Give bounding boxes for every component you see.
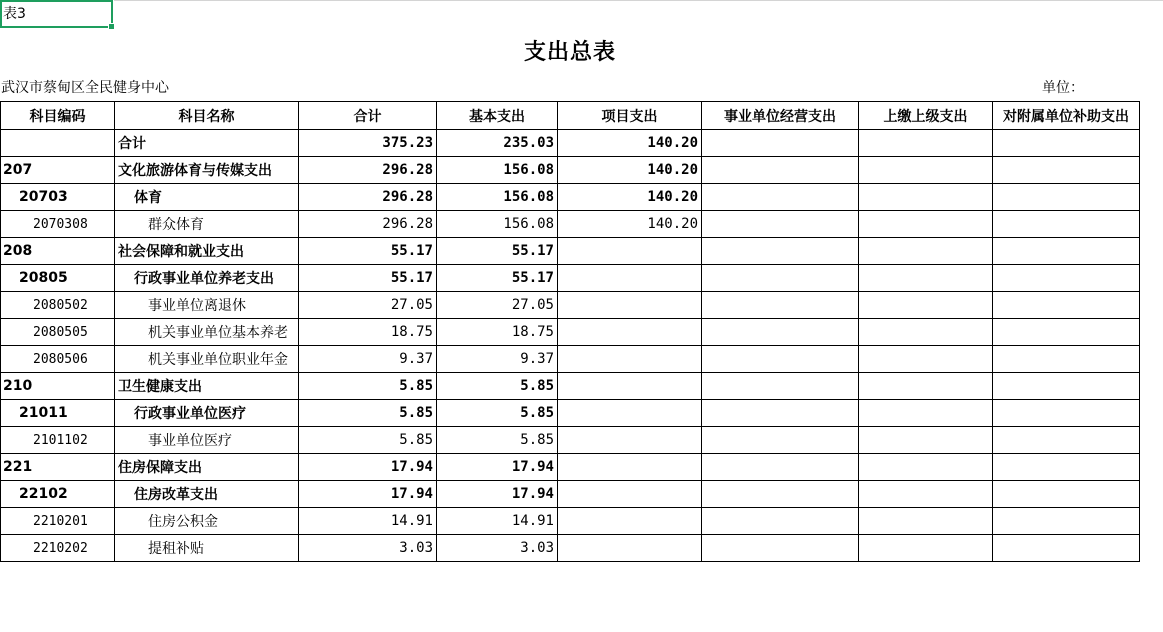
total-cell[interactable]: 27.05 [299,292,437,319]
total-cell[interactable]: 55.17 [299,265,437,292]
subsidy-expenditure-cell[interactable] [993,157,1140,184]
subject-name-cell[interactable]: 住房公积金 [115,508,299,535]
table-row [1,265,1140,292]
header-subject-name[interactable]: 科目名称 [115,102,299,130]
upper-level-expenditure-cell[interactable] [859,184,993,211]
total-cell[interactable]: 375.23 [299,130,437,157]
table-row [1,292,1140,319]
subsidy-expenditure-cell[interactable] [993,211,1140,238]
table-row [1,508,1140,535]
subject-name-cell[interactable]: 住房保障支出 [115,454,299,481]
sheet-top-gridline [114,0,1163,1]
organization-name: 武汉市蔡甸区全民健身中心 [1,80,169,96]
subject-code-cell[interactable]: 2080505 [1,319,115,346]
project-expenditure-cell[interactable] [558,292,702,319]
project-expenditure-cell[interactable]: 140.20 [558,211,702,238]
operating-expenditure-cell[interactable] [702,373,859,400]
basic-expenditure-cell[interactable]: 3.03 [437,535,558,562]
operating-expenditure-cell[interactable] [702,319,859,346]
project-expenditure-cell[interactable] [558,238,702,265]
total-cell[interactable]: 9.37 [299,346,437,373]
subject-name-cell[interactable]: 事业单位医疗 [115,427,299,454]
total-cell[interactable]: 5.85 [299,373,437,400]
subject-code-cell[interactable] [1,130,115,157]
upper-level-expenditure-cell[interactable] [859,427,993,454]
operating-expenditure-cell[interactable] [702,292,859,319]
basic-expenditure-cell[interactable]: 235.03 [437,130,558,157]
upper-level-expenditure-cell[interactable] [859,454,993,481]
report-title: 支出总表 [523,39,616,65]
basic-expenditure-cell[interactable]: 55.17 [437,238,558,265]
project-expenditure-cell[interactable]: 140.20 [558,130,702,157]
project-expenditure-cell[interactable] [558,319,702,346]
basic-expenditure-cell[interactable]: 18.75 [437,319,558,346]
table-row [1,319,1140,346]
subject-name-cell[interactable]: 群众体育 [115,211,299,238]
basic-expenditure-cell[interactable]: 5.85 [437,400,558,427]
operating-expenditure-cell[interactable] [702,535,859,562]
subject-name-cell[interactable]: 行政事业单位养老支出 [115,265,299,292]
active-cell-a1[interactable] [0,0,113,28]
table-row [1,346,1140,373]
upper-level-expenditure-cell[interactable] [859,508,993,535]
table-row [1,238,1140,265]
project-expenditure-cell[interactable]: 140.20 [558,157,702,184]
project-expenditure-cell[interactable] [558,265,702,292]
upper-level-expenditure-cell[interactable] [859,346,993,373]
basic-expenditure-cell[interactable]: 17.94 [437,454,558,481]
operating-expenditure-cell[interactable] [702,508,859,535]
basic-expenditure-cell[interactable]: 9.37 [437,346,558,373]
total-cell[interactable]: 296.28 [299,184,437,211]
upper-level-expenditure-cell[interactable] [859,157,993,184]
operating-expenditure-cell[interactable] [702,400,859,427]
table-row [1,157,1140,184]
basic-expenditure-cell[interactable]: 55.17 [437,265,558,292]
header-project-expenditure[interactable]: 项目支出 [558,102,702,130]
upper-level-expenditure-cell[interactable] [859,130,993,157]
subject-code-cell[interactable]: 210 [1,373,115,400]
subsidy-expenditure-cell[interactable] [993,265,1140,292]
table-row [1,373,1140,400]
project-expenditure-cell[interactable] [558,481,702,508]
subsidy-expenditure-cell[interactable] [993,292,1140,319]
table-row [1,130,1140,157]
upper-level-expenditure-cell[interactable] [859,319,993,346]
subject-name-cell[interactable]: 社会保障和就业支出 [115,238,299,265]
operating-expenditure-cell[interactable] [702,184,859,211]
operating-expenditure-cell[interactable] [702,211,859,238]
upper-level-expenditure-cell[interactable] [859,481,993,508]
subsidy-expenditure-cell[interactable] [993,400,1140,427]
operating-expenditure-cell[interactable] [702,481,859,508]
active-cell-text: 表3 [3,6,26,22]
total-cell[interactable]: 5.85 [299,400,437,427]
subject-name-cell[interactable]: 机关事业单位基本养老 [115,319,299,346]
header-basic-expenditure[interactable]: 基本支出 [437,102,558,130]
total-cell[interactable]: 296.28 [299,211,437,238]
header-subject-code[interactable]: 科目编码 [1,102,115,130]
operating-expenditure-cell[interactable] [702,238,859,265]
basic-expenditure-cell[interactable]: 14.91 [437,508,558,535]
subject-code-cell[interactable]: 22102 [1,481,115,508]
subject-name-cell[interactable]: 事业单位离退休 [115,292,299,319]
operating-expenditure-cell[interactable] [702,265,859,292]
fill-handle[interactable] [108,23,115,30]
subject-code-cell[interactable]: 20805 [1,265,115,292]
upper-level-expenditure-cell[interactable] [859,400,993,427]
expenditure-table [0,101,1140,562]
basic-expenditure-cell[interactable]: 156.08 [437,211,558,238]
project-expenditure-cell[interactable] [558,535,702,562]
table-row [1,400,1140,427]
header-total[interactable]: 合计 [299,102,437,130]
subject-code-cell[interactable]: 208 [1,238,115,265]
project-expenditure-cell[interactable] [558,373,702,400]
subject-name-cell[interactable]: 文化旅游体育与传媒支出 [115,157,299,184]
upper-level-expenditure-cell[interactable] [859,211,993,238]
subject-name-cell[interactable]: 住房改革支出 [115,481,299,508]
basic-expenditure-cell[interactable]: 17.94 [437,481,558,508]
upper-level-expenditure-cell[interactable] [859,535,993,562]
subsidy-expenditure-cell[interactable] [993,238,1140,265]
total-cell[interactable]: 55.17 [299,238,437,265]
total-cell[interactable]: 14.91 [299,508,437,535]
total-cell[interactable]: 296.28 [299,157,437,184]
subsidy-expenditure-cell[interactable] [993,481,1140,508]
total-cell[interactable]: 3.03 [299,535,437,562]
subsidy-expenditure-cell[interactable] [993,130,1140,157]
header-subsidy-expenditure[interactable]: 对附属单位补助支出 [993,102,1140,130]
subject-code-cell[interactable]: 2080506 [1,346,115,373]
header-upper-level-expenditure[interactable]: 上缴上级支出 [859,102,993,130]
subject-name-cell[interactable]: 卫生健康支出 [115,373,299,400]
basic-expenditure-cell[interactable]: 27.05 [437,292,558,319]
subject-name-cell[interactable]: 行政事业单位医疗 [115,400,299,427]
basic-expenditure-cell[interactable]: 156.08 [437,157,558,184]
subject-name-cell[interactable]: 提租补贴 [115,535,299,562]
operating-expenditure-cell[interactable] [702,346,859,373]
operating-expenditure-cell[interactable] [702,130,859,157]
table-header-row [1,102,1140,130]
table-row [1,427,1140,454]
upper-level-expenditure-cell[interactable] [859,373,993,400]
basic-expenditure-cell[interactable]: 156.08 [437,184,558,211]
operating-expenditure-cell[interactable] [702,454,859,481]
basic-expenditure-cell[interactable]: 5.85 [437,373,558,400]
upper-level-expenditure-cell[interactable] [859,265,993,292]
subject-name-cell[interactable]: 体育 [115,184,299,211]
subject-code-cell[interactable]: 2210202 [1,535,115,562]
project-expenditure-cell[interactable] [558,400,702,427]
project-expenditure-cell[interactable] [558,508,702,535]
total-cell[interactable]: 18.75 [299,319,437,346]
subject-code-cell[interactable]: 2070308 [1,211,115,238]
project-expenditure-cell[interactable] [558,427,702,454]
unit-label: 单位： [1042,80,1084,96]
subsidy-expenditure-cell[interactable] [993,535,1140,562]
upper-level-expenditure-cell[interactable] [859,292,993,319]
subsidy-expenditure-cell[interactable] [993,319,1140,346]
table-row [1,535,1140,562]
subject-code-cell[interactable]: 207 [1,157,115,184]
basic-expenditure-cell[interactable]: 5.85 [437,427,558,454]
subsidy-expenditure-cell[interactable] [993,508,1140,535]
subject-code-cell[interactable]: 2080502 [1,292,115,319]
subsidy-expenditure-cell[interactable] [993,346,1140,373]
upper-level-expenditure-cell[interactable] [859,238,993,265]
project-expenditure-cell[interactable] [558,346,702,373]
subject-code-cell[interactable]: 221 [1,454,115,481]
subject-code-cell[interactable]: 21011 [1,400,115,427]
operating-expenditure-cell[interactable] [702,157,859,184]
table-row [1,211,1140,238]
subject-name-cell[interactable]: 机关事业单位职业年金 [115,346,299,373]
table-row [1,184,1140,211]
project-expenditure-cell[interactable] [558,454,702,481]
subject-name-cell[interactable]: 合计 [115,130,299,157]
project-expenditure-cell[interactable]: 140.20 [558,184,702,211]
subject-code-cell[interactable]: 20703 [1,184,115,211]
total-cell[interactable]: 5.85 [299,427,437,454]
total-cell[interactable]: 17.94 [299,454,437,481]
table-row [1,481,1140,508]
subject-code-cell[interactable]: 2210201 [1,508,115,535]
subsidy-expenditure-cell[interactable] [993,454,1140,481]
operating-expenditure-cell[interactable] [702,427,859,454]
subsidy-expenditure-cell[interactable] [993,373,1140,400]
total-cell[interactable]: 17.94 [299,481,437,508]
subject-code-cell[interactable]: 2101102 [1,427,115,454]
subsidy-expenditure-cell[interactable] [993,427,1140,454]
subsidy-expenditure-cell[interactable] [993,184,1140,211]
header-operating-expenditure[interactable]: 事业单位经营支出 [702,102,859,130]
table-row [1,454,1140,481]
